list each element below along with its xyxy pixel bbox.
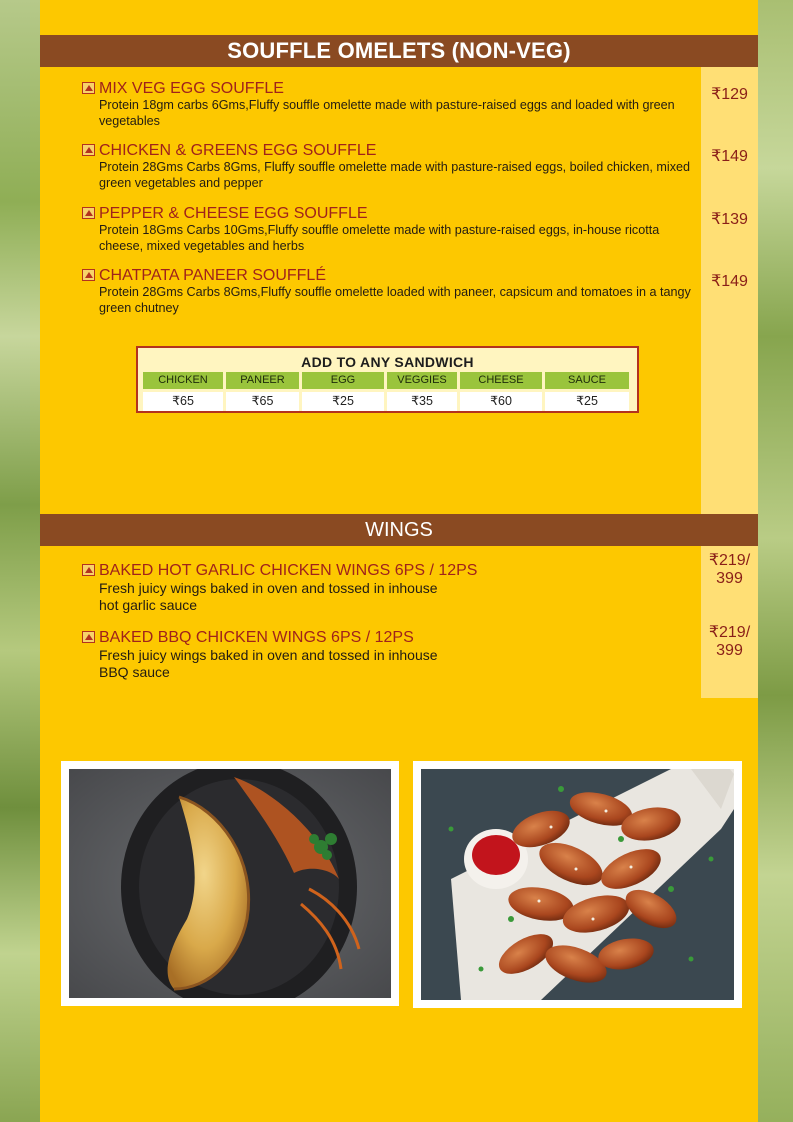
addon-column-header: PANEER xyxy=(226,372,299,389)
addon-price: ₹65 xyxy=(143,392,223,411)
price-line: ₹219/ xyxy=(708,552,751,569)
non-veg-marker-icon xyxy=(82,207,95,219)
item-description: Protein 18Gms Carbs 10Gms,Fluffy souffle omelette made with pasture-raised eggs, in-house ricotta cheese, mixed vegetables and herbs xyxy=(99,223,660,253)
chicken-wings-photo xyxy=(421,769,734,1000)
non-veg-marker-icon xyxy=(82,82,95,94)
section-header-wings: WINGS xyxy=(40,514,758,546)
item-description-line: Fresh juicy wings baked in oven and tossed in inhouse xyxy=(99,580,438,596)
item-description-line: BBQ sauce xyxy=(99,663,170,680)
addon-price: ₹35 xyxy=(387,392,457,411)
addon-column-header: SAUCE xyxy=(545,372,629,389)
left-decorative-background xyxy=(0,0,40,1122)
addon-price: ₹25 xyxy=(302,392,384,411)
addon-column-header: CHICKEN xyxy=(143,372,223,389)
section-header-souffle: SOUFFLE OMELETS (NON-VEG) xyxy=(40,35,758,67)
souffle-omelette-photo xyxy=(69,769,391,998)
item-name: CHATPATA PANEER SOUFFLÉ xyxy=(99,267,326,284)
item-price: ₹129 xyxy=(711,86,748,103)
item-price: ₹149 xyxy=(711,148,748,165)
item-price xyxy=(701,552,758,588)
item-name: CHICKEN & GREENS EGG SOUFFLE xyxy=(99,142,377,159)
addon-column-header: VEGGIES xyxy=(387,372,457,389)
non-veg-marker-icon xyxy=(82,631,95,643)
non-veg-marker-icon xyxy=(82,269,95,281)
item-description: Protein 28Gms Carbs 8Gms,Fluffy souffle omelette loaded with paneer, capsicum and tomatoes in a tangy green chutney xyxy=(99,285,691,315)
addon-column-header: EGG xyxy=(302,372,384,389)
right-decorative-background xyxy=(758,0,793,1122)
price-line: 399 xyxy=(716,570,743,587)
non-veg-marker-icon xyxy=(82,564,95,576)
item-price: ₹149 xyxy=(711,273,748,290)
item-description xyxy=(99,580,519,613)
non-veg-marker-icon xyxy=(82,144,95,156)
addon-header-row xyxy=(143,372,629,389)
addon-table xyxy=(136,346,639,413)
addon-price-row xyxy=(143,392,629,411)
addon-column-header: CHEESE xyxy=(460,372,542,389)
item-description-line: Fresh juicy wings baked in oven and tossed in inhouse xyxy=(99,647,438,663)
price-line: ₹219/ xyxy=(708,624,751,641)
item-description: Protein 28Gms Carbs 8Gms, Fluffy souffle omelette made with pasture-raised eggs, boiled chicken, mixed green vegetables and pepper xyxy=(99,160,691,190)
addon-price: ₹60 xyxy=(460,392,542,411)
item-name: BAKED HOT GARLIC CHICKEN WINGS 6PS / 12PS xyxy=(99,562,478,579)
item-description: Protein 18gm carbs 6Gms,Fluffy souffle omelette made with pasture-raised eggs and loaded with green vegetables xyxy=(99,98,675,128)
item-description xyxy=(99,647,519,680)
photo-frame-wings xyxy=(413,761,742,1008)
item-description-line: hot garlic sauce xyxy=(99,596,198,613)
photo-frame-souffle xyxy=(61,761,399,1006)
item-price xyxy=(701,624,758,660)
item-name: BAKED BBQ CHICKEN WINGS 6PS / 12PS xyxy=(99,629,414,646)
item-name: PEPPER & CHEESE EGG SOUFFLE xyxy=(99,205,368,222)
item-name: MIX VEG EGG SOUFFLE xyxy=(99,80,284,97)
addon-title: ADD TO ANY SANDWICH xyxy=(301,354,474,370)
addon-price: ₹65 xyxy=(226,392,299,411)
item-price: ₹139 xyxy=(711,211,748,228)
price-line: 399 xyxy=(716,642,743,659)
addon-price: ₹25 xyxy=(545,392,629,411)
